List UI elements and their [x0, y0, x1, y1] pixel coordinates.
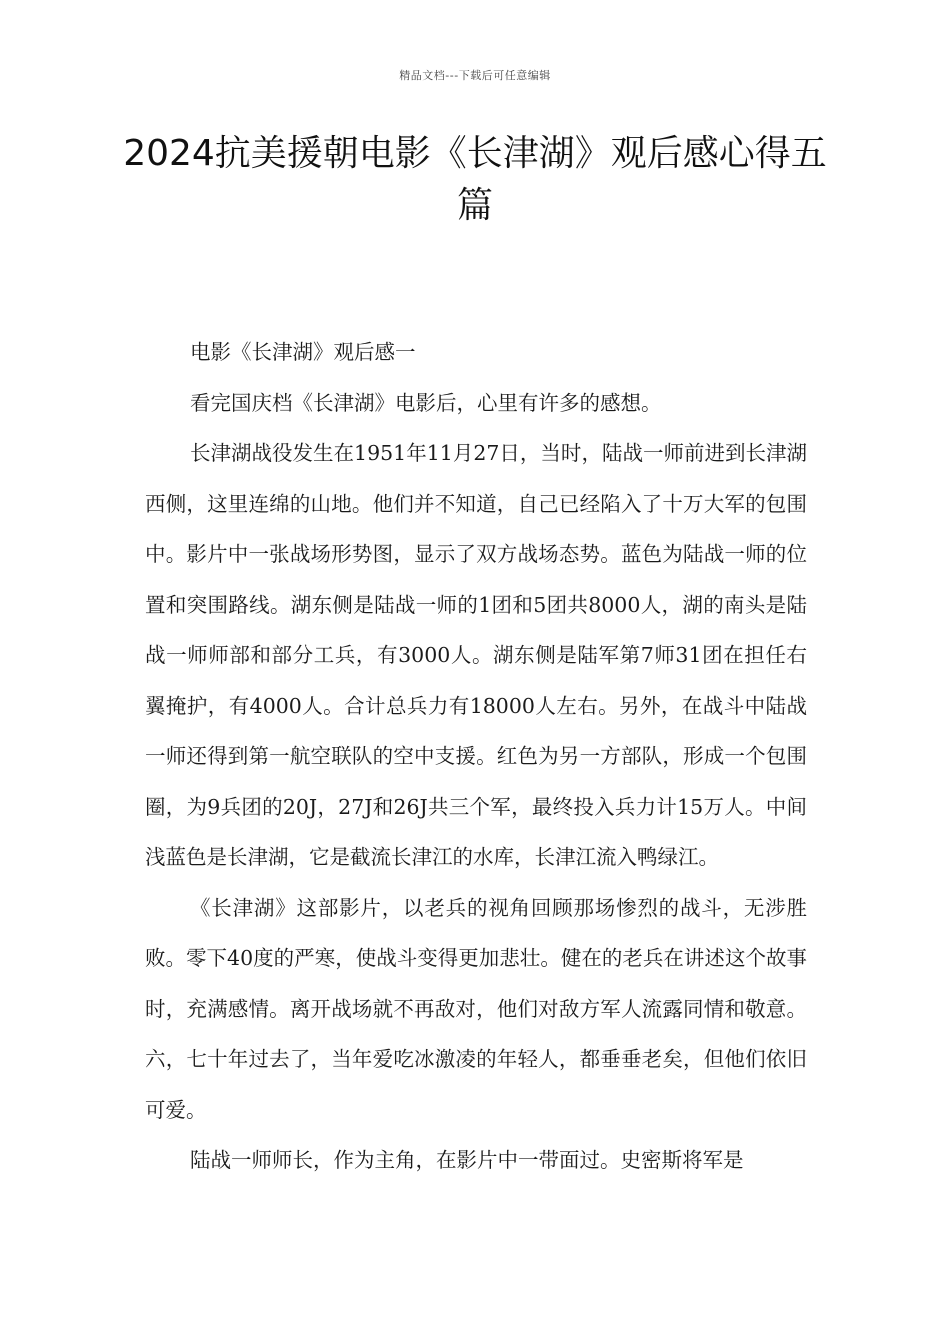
header-note: 精品文档---下载后可任意编辑	[399, 69, 551, 82]
paragraph: 陆战一师师长，作为主角，在影片中一带面过。史密斯将军是	[190, 1148, 744, 1172]
document-title: 2024抗美援朝电影《长津湖》观后感心得五篇	[123, 133, 827, 226]
section-heading: 电影《长津湖》观后感一	[190, 340, 416, 364]
document-body	[145, 327, 807, 1186]
paragraph: 《长津湖》这部影片，以老兵的视角回顾那场惨烈的战斗，无涉胜败。零下40度的严寒，使战斗变得更加悲壮。健在的老兵在讲述这个故事时，充满感情。离开战场就不再敌对，他们对敌方军人流露同情和敬意。六，七十年过去了，当年爱吃冰激凌的年轻人，都垂垂老矣，但他们依旧可爱。	[145, 895, 807, 1122]
paragraph: 长津湖战役发生在1951年11月27日，当时，陆战一师前进到长津湖西侧，这里连绵的山地。他们并不知道，自己已经陷入了十万大军的包围中。影片中一张战场形势图，显示了双方战场态势。蓝色为陆战一师的位置和突围路线。湖东侧是陆战一师的1团和5团共8000人，湖的南头是陆战一师师部和部分工兵，有3000人。湖东侧是陆军第7师31团在担任右翼掩护，有4000人。合计总兵力有18000人左右。另外，在战斗中陆战一师还得到第一航空联队的空中支援。红色为另一方部队，形成一个包围圈，为9兵团的20J，27J和26J共三个军，最终投入兵力计15万人。中间浅蓝色是长津湖，它是截流长津江的水库，长津江流入鸭绿江。	[145, 441, 807, 869]
paragraph: 看完国庆档《长津湖》电影后，心里有许多的感想。	[190, 390, 662, 415]
